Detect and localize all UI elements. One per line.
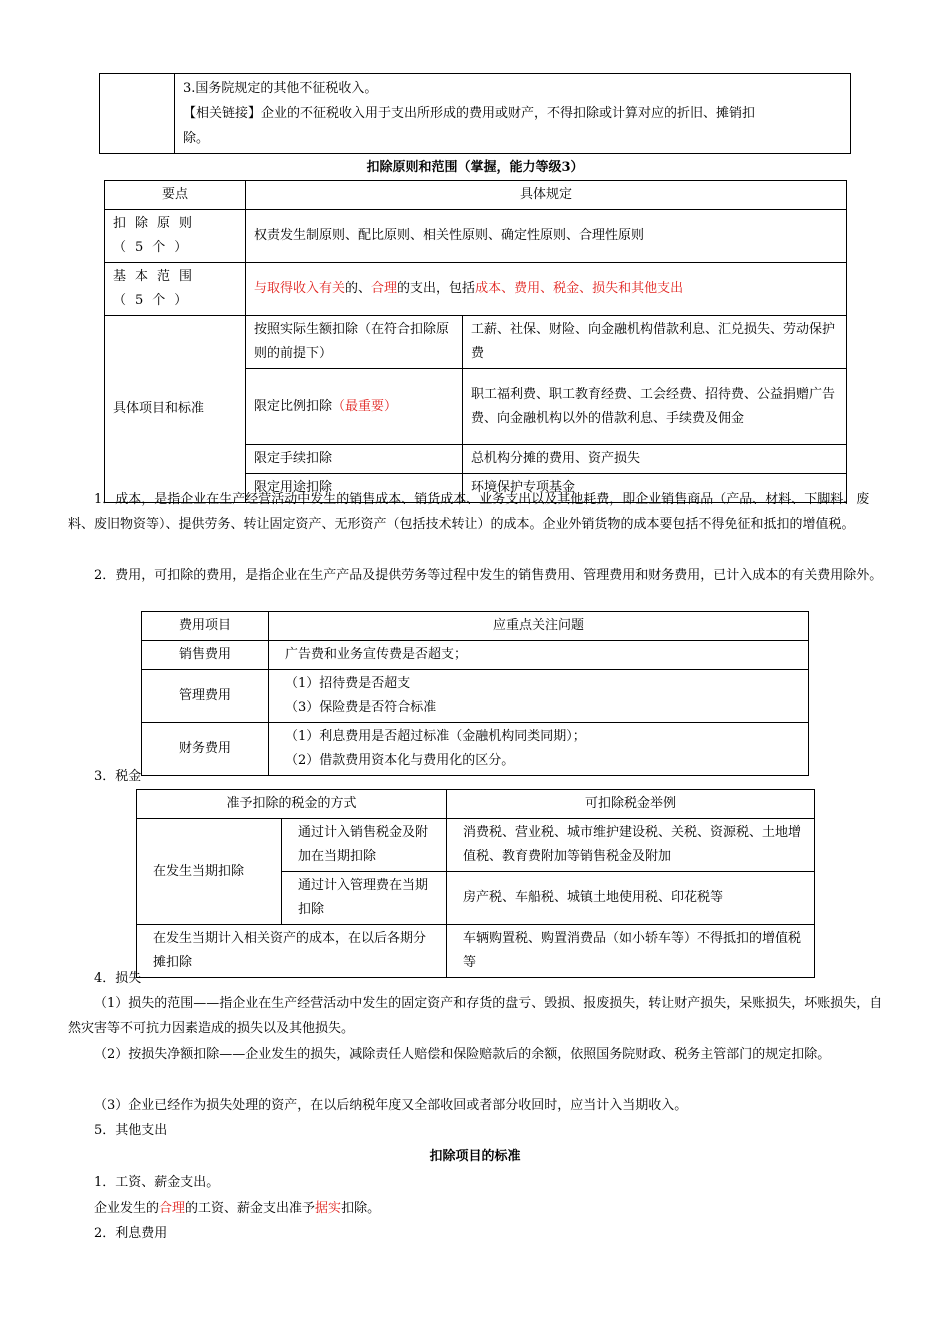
principles-head-val: 具体规定 [246, 181, 847, 210]
top-line1: 3.国务院规定的其他不征税收入。 [183, 81, 378, 96]
principles-r1-val: 权责发生制原则、配比原则、相关性原则、确定性原则、合理性原则 [246, 210, 847, 263]
principles-r2-key: 基本范围（5个） [105, 263, 246, 316]
tax-sub1-way: 通过计入销售税金及附加在当期扣除 [282, 819, 447, 872]
wage-t1: 企业发生的 [94, 1201, 160, 1216]
expense-table [141, 611, 809, 776]
tax-head-way: 准予扣除的税金的方式 [137, 790, 447, 819]
sub0-method: 按照实际生额扣除（在符合扣除原则的前提下） [246, 316, 463, 369]
sub1-items: 职工福利费、职工教育经费、工会经费、招待费、公益捐赠广告费、向金融机构以外的借款利息、手续费及佣金 [463, 369, 847, 445]
top-table-empty-cell [100, 74, 175, 154]
tax-head-examples: 可扣除税金举例 [447, 790, 815, 819]
para-loss-title: 4．损失 [94, 971, 142, 986]
tax-amort-way: 在发生当期计入相关资产的成本，在以后各期分摊扣除 [137, 925, 447, 978]
tax-sub2-ex: 房产税、车船税、城镇土地使用税、印花税等 [447, 872, 815, 925]
expense-row1-item: 管理费用 [142, 670, 269, 723]
expense-row0-focus [269, 641, 809, 670]
section1-title: 扣除原则和范围（掌握，能力等级3） [366, 160, 584, 175]
tax-sub1-ex: 消费税、营业税、城市维护建设税、关税、资源税、土地增值税、教育费附加等销售税金及附加 [447, 819, 815, 872]
top-line2b: 除。 [183, 131, 210, 146]
para-wage-title: 1．工资、薪金支出。 [94, 1175, 220, 1190]
wage-t3: 扣除。 [341, 1201, 381, 1216]
top-line2a: 【相关链接】企业的不征税收入用于支出所形成的费用或财产，不得扣除或计算对应的折旧、摊销扣 [183, 106, 756, 121]
tax-table [136, 789, 815, 978]
r2-t2: 的支出，包括 [397, 281, 476, 296]
wage-red2: 据实 [315, 1201, 342, 1216]
sub0-items: 工薪、社保、财险、向金融机构借款利息、汇兑损失、劳动保护费 [463, 316, 847, 369]
para-wage [94, 1196, 914, 1221]
expense-row1-line0: （1）招待费是否超支 [285, 676, 411, 691]
r2-red2: 合理 [371, 281, 398, 296]
expense-row2-line0: （1）利息费用是否超过标准（金融机构同类同期）； [285, 729, 586, 744]
sub1-method-red: （最重要） [332, 398, 398, 414]
r2-red3: 成本、费用、税金、损失和其他支出 [475, 281, 684, 296]
principles-r2-val [246, 263, 847, 316]
para-expense: 2．费用，可扣除的费用，是指企业在生产产品及提供劳务等过程中发生的销售费用、管理费用和财务费用，已计入成本的有关费用除外。 [94, 568, 883, 583]
principles-r3-key: 具体项目和标准 [105, 316, 246, 503]
expense-row0-line0: 广告费和业务宣传费是否超支； [285, 647, 468, 662]
r2-t1: 的、 [345, 281, 372, 296]
sub2-method: 限定手续扣除 [246, 445, 463, 474]
expense-row2-item: 财务费用 [142, 723, 269, 776]
sub2-items: 总机构分摊的费用、资产损失 [463, 445, 847, 474]
wage-t2: 的工资、薪金支出准予 [185, 1201, 316, 1216]
principles-head-key: 要点 [105, 181, 246, 210]
para-loss1: （1）损失的范围——指企业在生产经营活动中发生的固定资产和存货的盘亏、毁损、报废损失，转让财产损失，呆账损失，坏账损失，自然灾害等不可抗力因素造成的损失以及其他损失。 [68, 996, 883, 1036]
expense-row1-focus [269, 670, 809, 723]
para-cost: 1．成本，是指企业在生产经营活动中发生的销售成本、销货成本、业务支出以及其他耗费，即企业销售商品（产品、材料、下脚料、废料、废旧物资等）、提供劳务、转让固定资产、无形资产（包括技术转让）的成本。企业外销货物的成本要包括不得免征和抵扣的增值税。 [68, 492, 870, 532]
top-table-content-cell [175, 74, 851, 154]
para-loss2: （2）按损失净额扣除——企业发生的损失，减除责任人赔偿和保险赔款后的余额，依照国务院财政、税务主管部门的规定扣除。 [94, 1047, 831, 1062]
principles-r1-key: 扣除原则（5个） [105, 210, 246, 263]
sub1-method-text: 限定比例扣除 [254, 398, 333, 414]
section2-title: 扣除项目的标准 [429, 1149, 521, 1164]
expense-row1-line1: （3）保险费是否符合标准 [285, 700, 437, 715]
expense-head-focus: 应重点关注问题 [269, 612, 809, 641]
para-tax: 3．税金 [94, 769, 142, 784]
expense-row0-item: 销售费用 [142, 641, 269, 670]
sub3-method: 限定用途扣除 [246, 474, 463, 503]
tax-sub2-way: 通过计入管理费在当期扣除 [282, 872, 447, 925]
para-interest: 2．利息费用 [94, 1226, 168, 1241]
tax-amort-ex: 车辆购置税、购置消费品（如小轿车等）不得抵扣的增值税等 [447, 925, 815, 978]
tax-current: 在发生当期扣除 [137, 819, 282, 925]
expense-row2-line1: （2）借款费用资本化与费用化的区分。 [285, 753, 515, 768]
expense-head-item: 费用项目 [142, 612, 269, 641]
wage-red1: 合理 [159, 1201, 186, 1216]
top-table [99, 73, 851, 154]
para-loss3: （3）企业已经作为损失处理的资产，在以后纳税年度又全部收回或者部分收回时，应当计入当期收入。 [94, 1098, 688, 1113]
sub3-items: 环境保护专项基金 [463, 474, 847, 503]
para-other: 5．其他支出 [94, 1123, 168, 1138]
sub1-method [246, 369, 463, 445]
r2-red1: 与取得收入有关 [254, 281, 346, 296]
principles-table [104, 180, 847, 503]
